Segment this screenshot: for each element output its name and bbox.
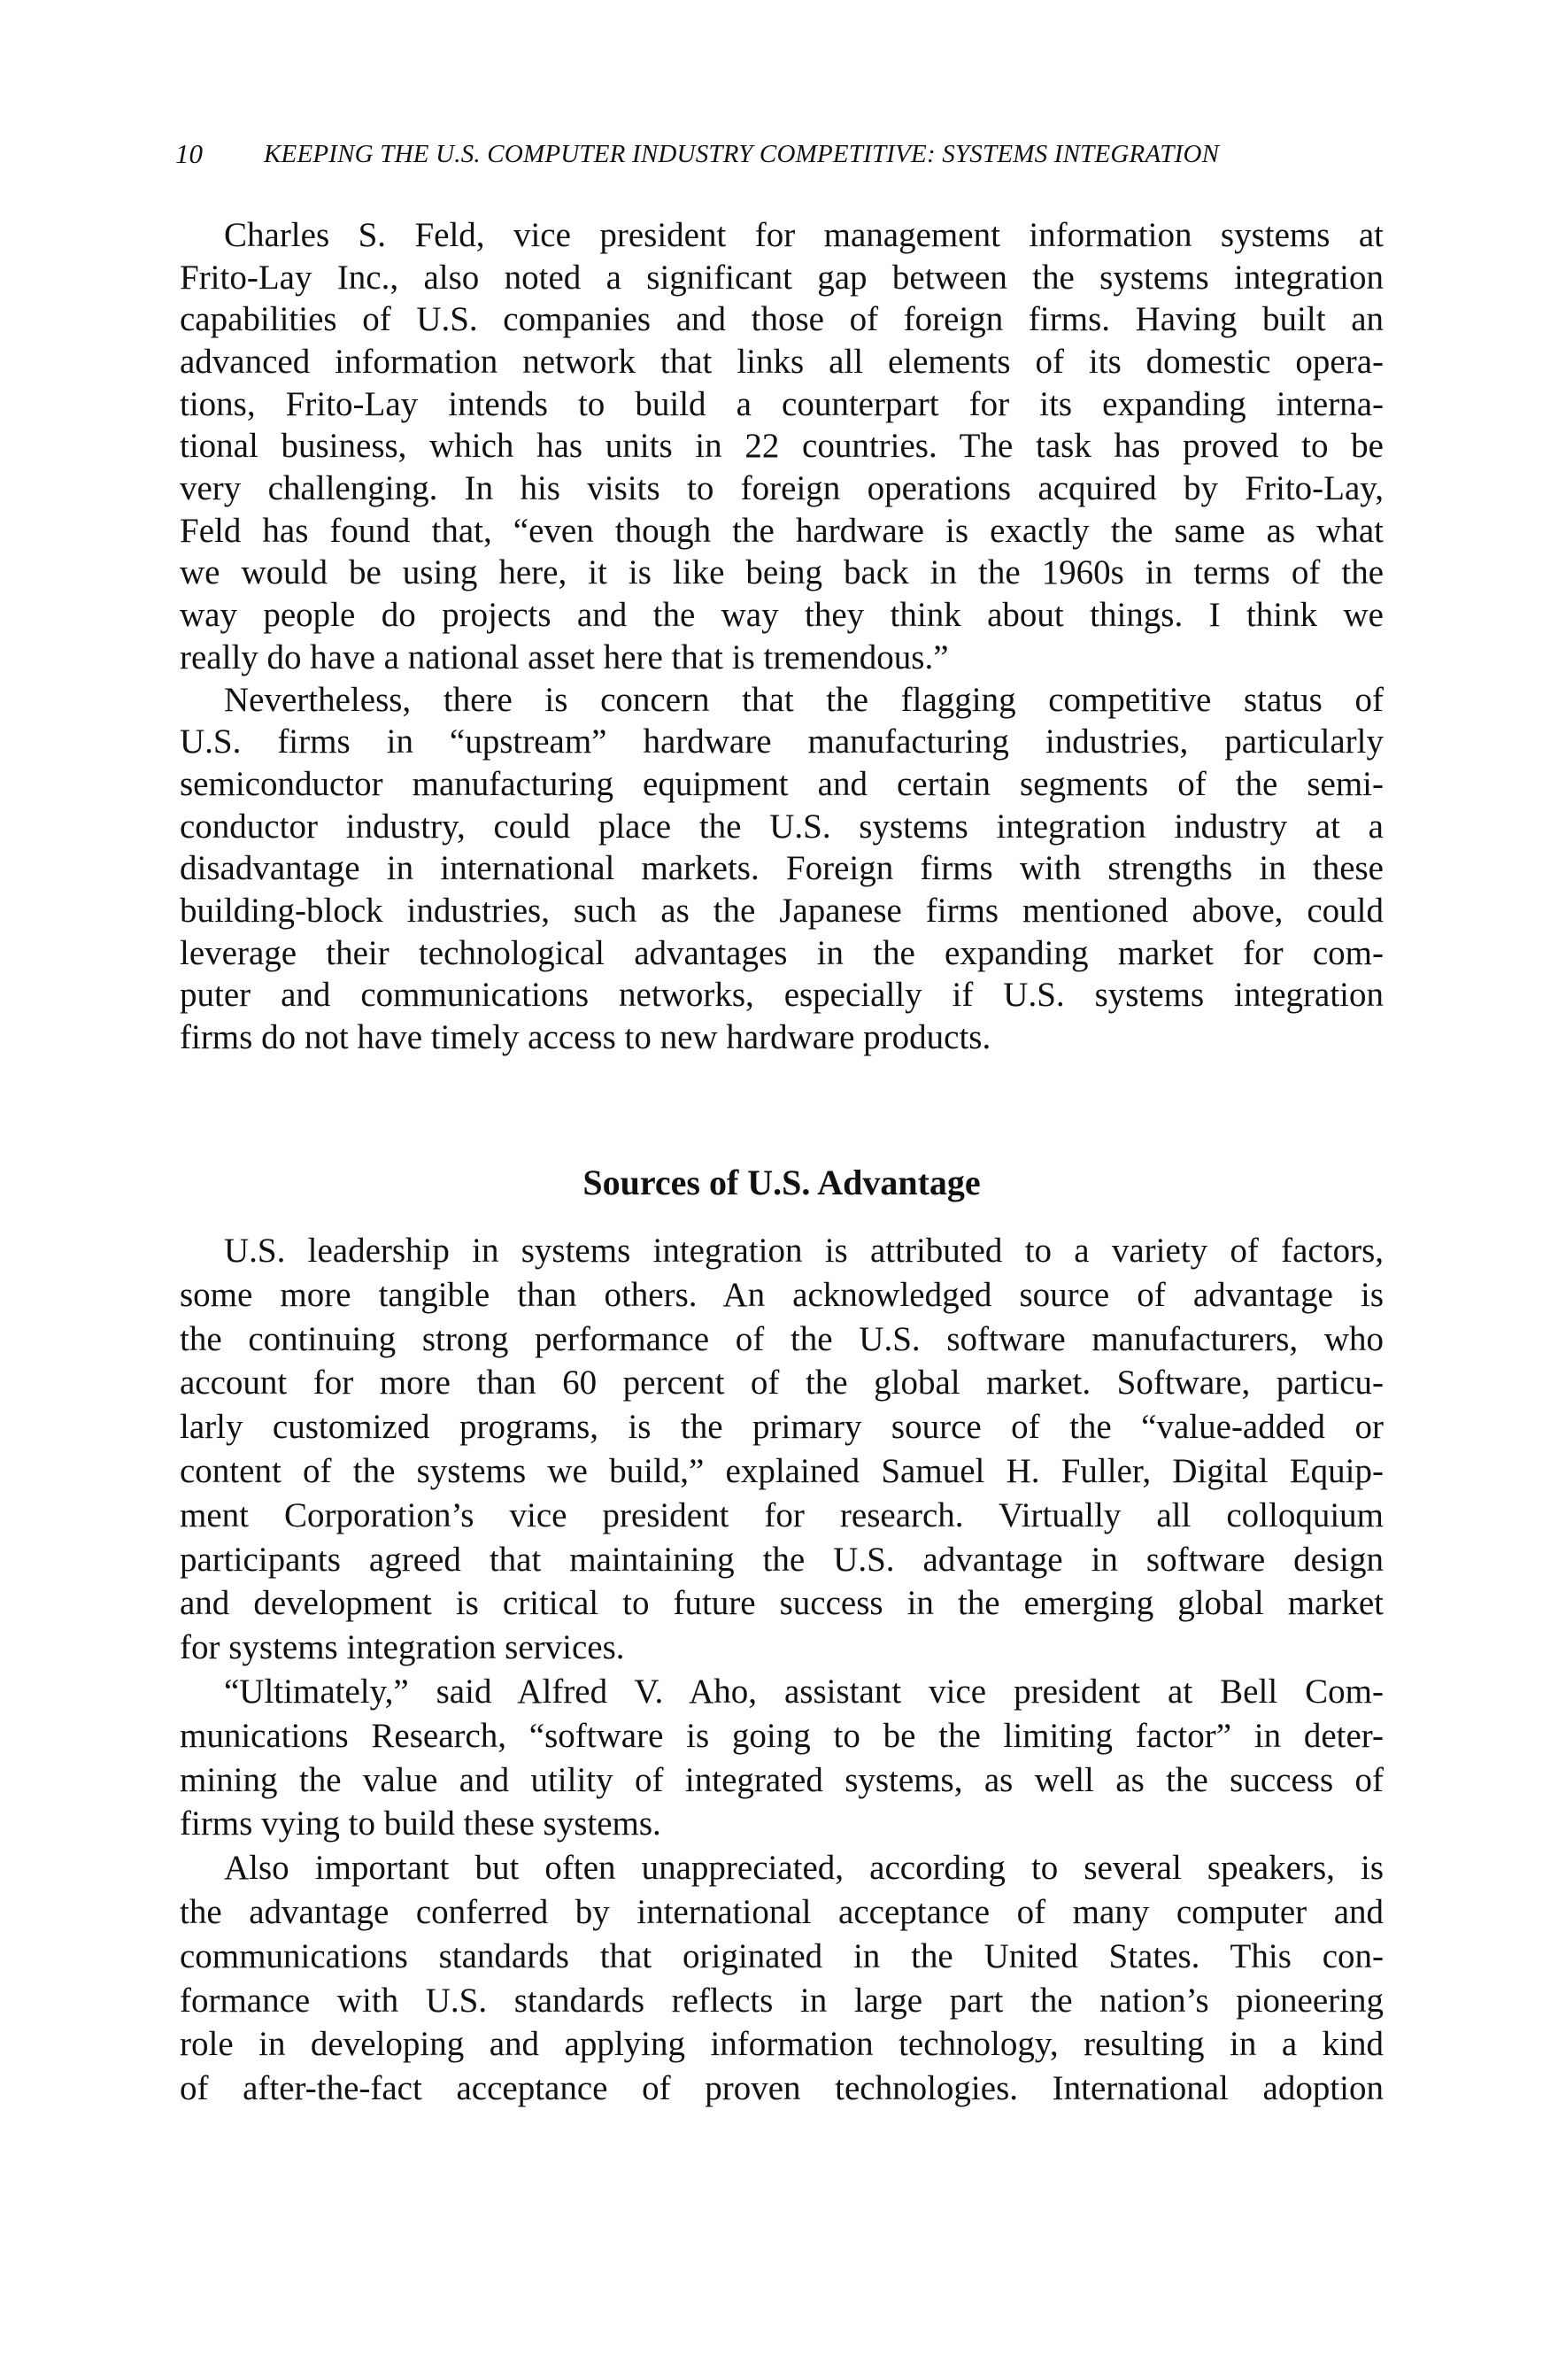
- text-line: role in developing and applying information technology, resulting in a kind: [180, 2025, 1384, 2063]
- text-line: very challenging. In his visits to foreign operations acquired by Frito-Lay,: [180, 469, 1384, 507]
- text-line: of after-the-fact acceptance of proven technologies. International adoption: [180, 2069, 1384, 2107]
- text-line: the continuing strong performance of the U.S. software manufacturers, who: [180, 1320, 1384, 1358]
- text-line: Nevertheless, there is concern that the flagging competitive status of: [224, 681, 1384, 719]
- text-line: leverage their technological advantages in the expanding market for com-: [180, 934, 1384, 972]
- text-line: conductor industry, could place the U.S. systems integration industry at a: [180, 808, 1384, 846]
- text-line: the advantage conferred by international acceptance of many computer and: [180, 1893, 1384, 1931]
- text-line: firms vying to build these systems.: [180, 1804, 661, 1843]
- text-line: U.S. firms in “upstream” hardware manufacturing industries, particularly: [180, 722, 1384, 761]
- text-line: Feld has found that, “even though the hardware is exactly the same as what: [180, 512, 1384, 550]
- text-line: some more tangible than others. An acknowledged source of advantage is: [180, 1276, 1384, 1314]
- text-line: tional business, which has units in 22 countries. The task has proved to be: [180, 427, 1384, 465]
- text-line: advanced information network that links all elements of its domestic opera-: [180, 343, 1384, 381]
- text-line: participants agreed that maintaining the U.S. advantage in software design: [180, 1541, 1384, 1579]
- text-line: Also important but often unappreciated, according to several speakers, is: [224, 1849, 1384, 1887]
- text-line: and development is critical to future success in the emerging global market: [180, 1584, 1384, 1622]
- text-line: mining the value and utility of integrated systems, as well as the success of: [180, 1761, 1384, 1799]
- page-number: 10: [175, 138, 203, 169]
- text-line: Charles S. Feld, vice president for management information systems at: [224, 216, 1384, 254]
- running-header: [175, 138, 1388, 177]
- text-line: account for more than 60 percent of the global market. Software, particu-: [180, 1364, 1384, 1402]
- text-line: firms do not have timely access to new hardware products.: [180, 1018, 991, 1056]
- text-line: way people do projects and the way they think about things. I think we: [180, 596, 1384, 634]
- text-line: munications Research, “software is going to be the limiting factor” in deter-: [180, 1717, 1384, 1755]
- text-line: semiconductor manufacturing equipment and certain segments of the semi-: [180, 765, 1384, 803]
- text-line: disadvantage in international markets. Foreign firms with strengths in these: [180, 849, 1384, 887]
- text-line: Frito-Lay Inc., also noted a significant gap between the systems integration: [180, 259, 1384, 297]
- section-heading: Sources of U.S. Advantage: [582, 1163, 981, 1202]
- text-line: capabilities of U.S. companies and those of foreign firms. Having built an: [180, 300, 1384, 338]
- text-line: communications standards that originated in the United States. This con-: [180, 1937, 1384, 1975]
- text-line: puter and communications networks, especially if U.S. systems integration: [180, 976, 1384, 1014]
- text-line: for systems integration services.: [180, 1628, 625, 1666]
- text-line: U.S. leadership in systems integration is attributed to a variety of factors,: [224, 1232, 1384, 1270]
- text-line: tions, Frito-Lay intends to build a counterpart for its expanding interna-: [180, 385, 1384, 423]
- text-line: we would be using here, it is like being back in the 1960s in terms of the: [180, 553, 1384, 591]
- text-line: building-block industries, such as the Japanese firms mentioned above, could: [180, 892, 1384, 930]
- text-line: really do have a national asset here that is tremendous.”: [180, 638, 949, 676]
- text-line: content of the systems we build,” explained Samuel H. Fuller, Digital Equip-: [180, 1452, 1384, 1490]
- text-line: ment Corporation’s vice president for research. Virtually all colloquium: [180, 1496, 1384, 1534]
- running-title: KEEPING THE U.S. COMPUTER INDUSTRY COMPETITIVE: SYSTEMS INTEGRATION: [264, 140, 1220, 168]
- text-line: larly customized programs, is the primary source of the “value-added or: [180, 1408, 1384, 1446]
- text-line: “Ultimately,” said Alfred V. Aho, assistant vice president at Bell Com-: [224, 1673, 1384, 1711]
- text-line: formance with U.S. standards reflects in large part the nation’s pioneering: [180, 1982, 1384, 2020]
